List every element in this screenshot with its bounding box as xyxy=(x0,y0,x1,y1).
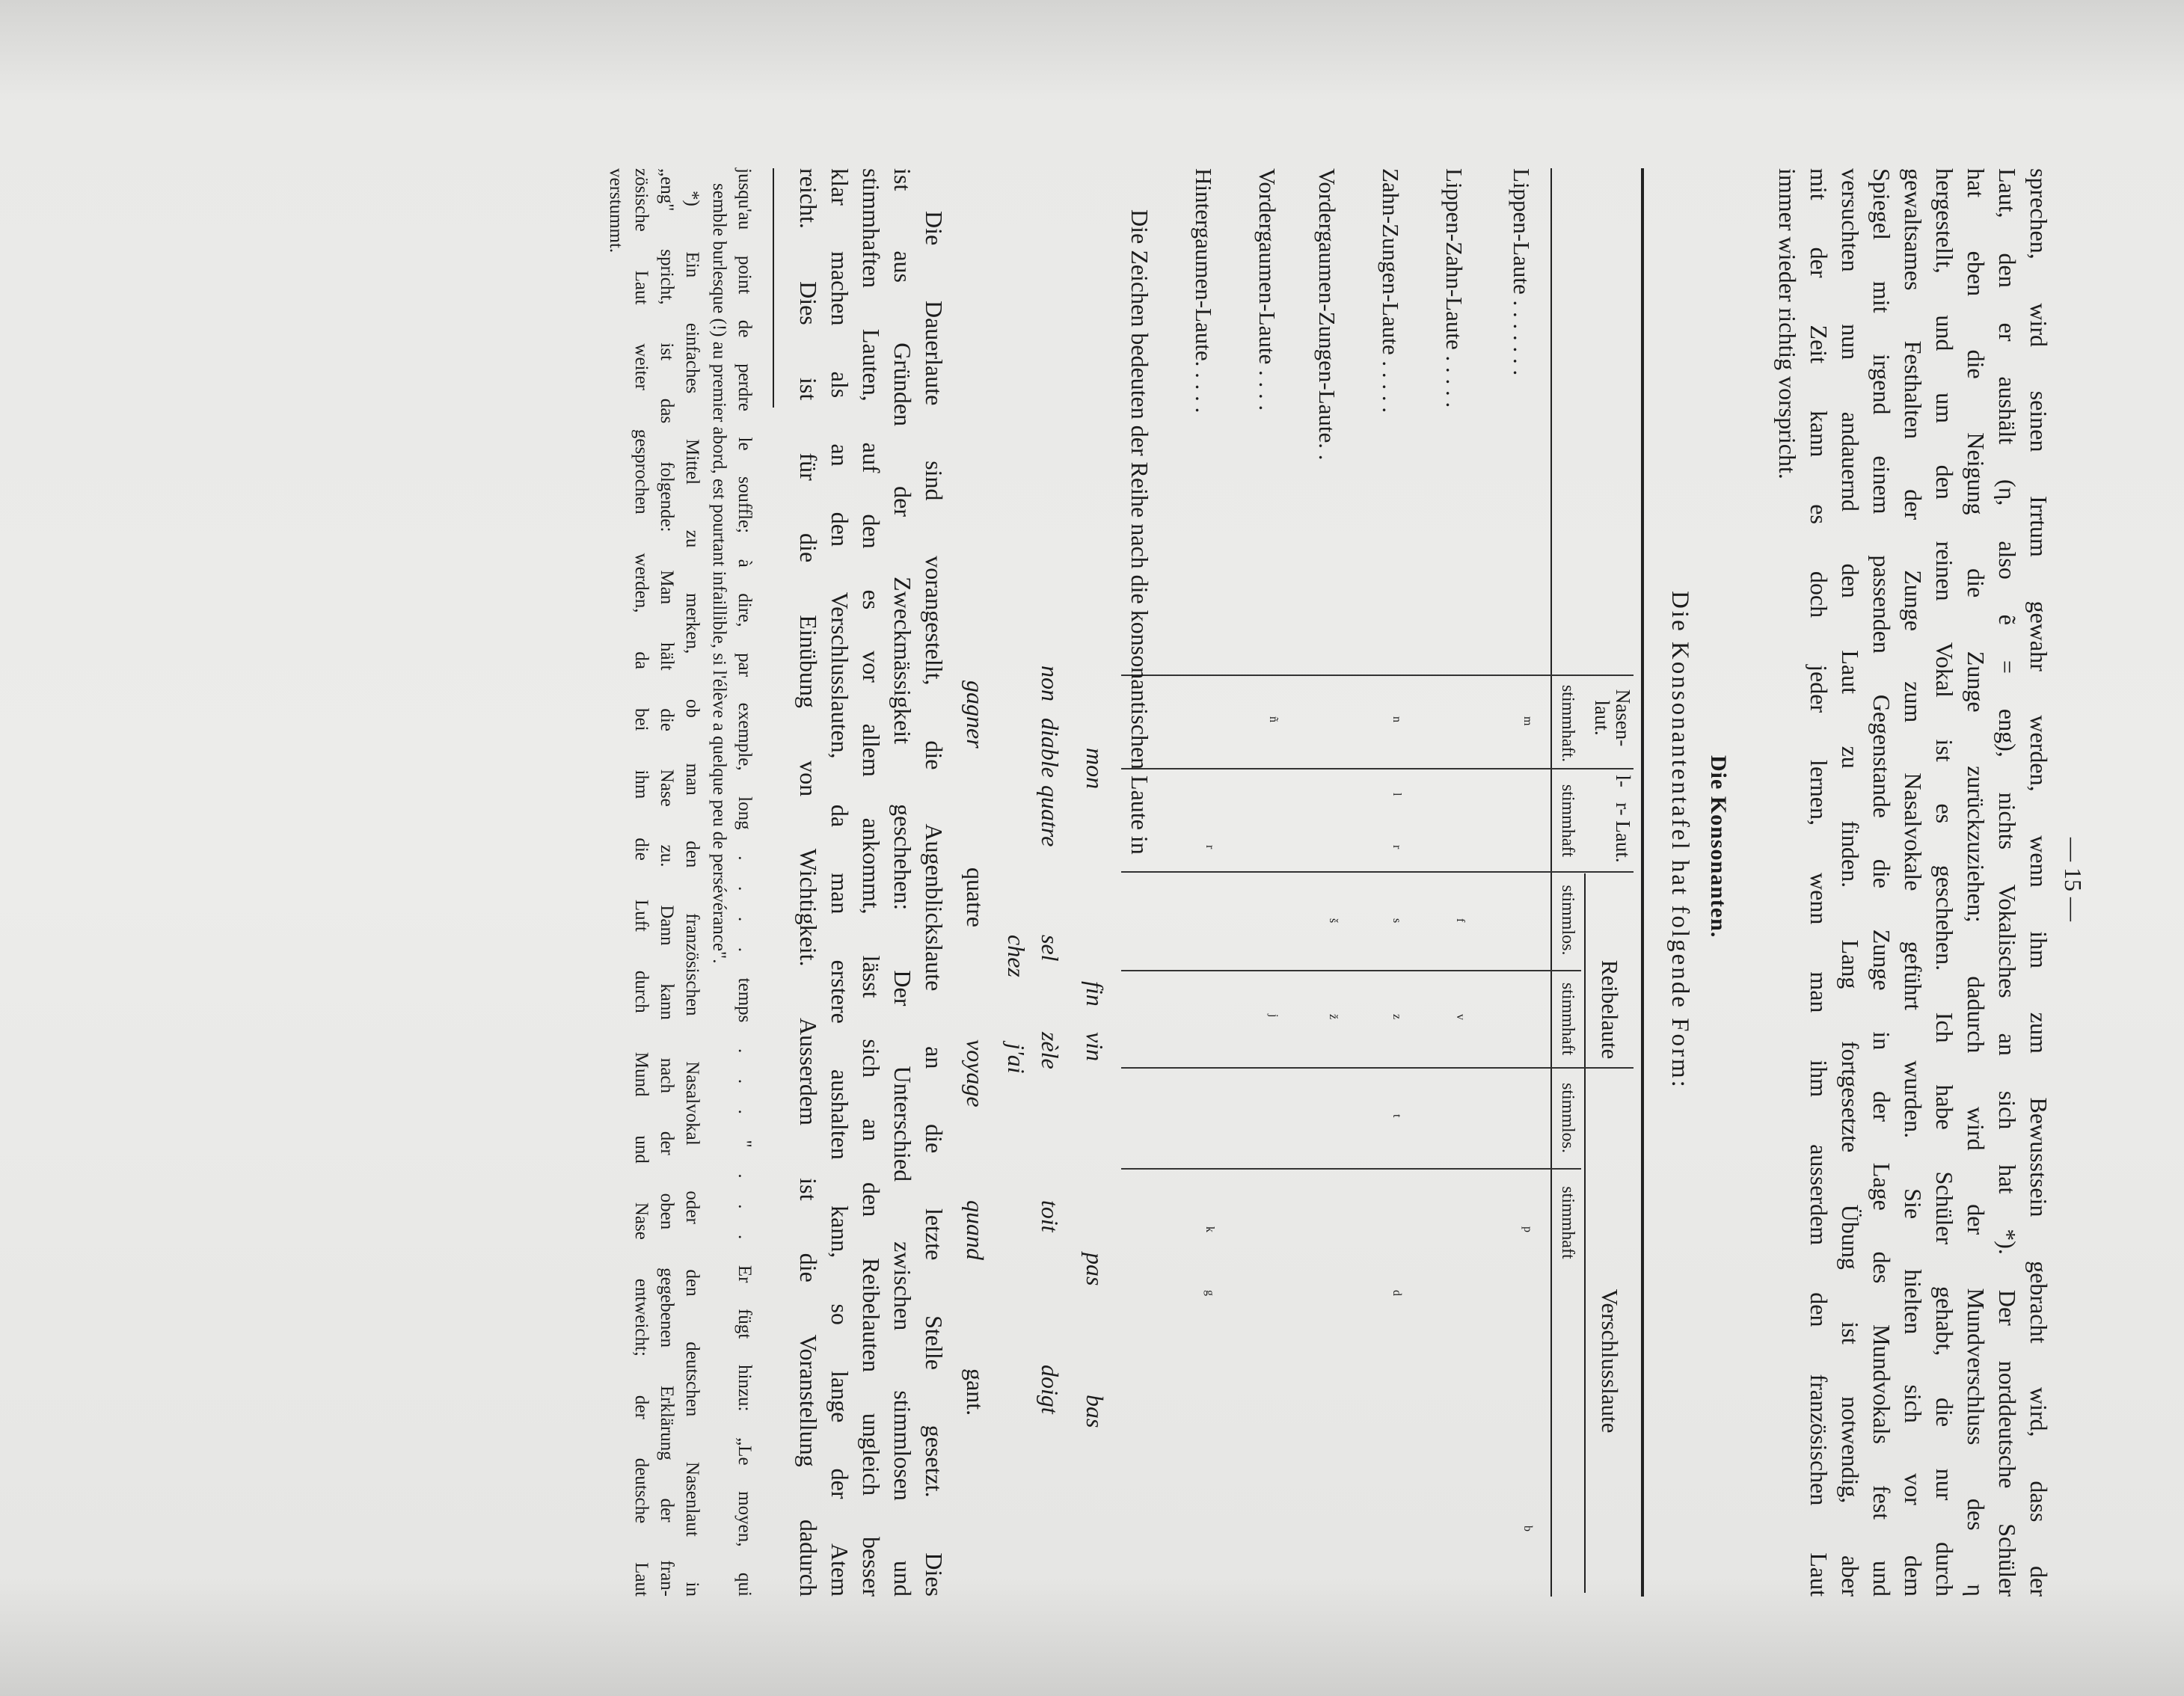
cell-reibe-stimmlos: f xyxy=(1454,918,1467,923)
cell-nasal: m xyxy=(1521,716,1534,726)
column-divider xyxy=(1121,1168,1581,1170)
example-word: quatre xyxy=(962,867,989,927)
example-word: fin xyxy=(1082,981,1108,1007)
row-label: Hintergaumen-Laute. . . . . xyxy=(1191,168,1217,414)
example-word: non xyxy=(1037,666,1064,701)
text-line: immer wieder richtig vorspricht. xyxy=(1774,168,1801,479)
sub-stimmlos: stimmlos. xyxy=(1558,1082,1577,1154)
row-label: Vordergaumen-Zungen-Laute. . xyxy=(1314,168,1340,461)
cell-verschluss-stimmhaft: d xyxy=(1390,1290,1403,1296)
table-caption: Die Konsonantentafel hat folgende Form: xyxy=(1666,591,1693,1090)
example-word: voyage xyxy=(962,1039,989,1107)
example-word: vin xyxy=(1082,1032,1108,1062)
cell-verschluss-stimmlos: t xyxy=(1390,1114,1403,1118)
footnote-line: verstummt. xyxy=(606,168,626,254)
header-subrule xyxy=(1584,873,1586,1593)
cell-verschluss-stimmhaft: b xyxy=(1521,1526,1534,1531)
cell-reibe-stimmhaft: v xyxy=(1454,1014,1467,1020)
header-verschlusslaute: Verschlusslaute xyxy=(1597,1288,1623,1434)
column-divider xyxy=(1121,768,1634,769)
text-line: sprechen, wird seinen Irrtum gewahr werden, wenn ihm zum Bewusstsein gebracht wird, dass der xyxy=(2025,168,2052,1597)
footnote-line: zösische Laut weiter gesprochen werden, da bei ihm die Luft durch Mund und Nase entweicht; der deutsche Laut xyxy=(631,168,651,1597)
cell-reibe-stimmlos: š xyxy=(1327,918,1340,924)
example-word: zèle xyxy=(1037,1032,1064,1069)
cell-reibe-stimmhaft: z xyxy=(1390,1014,1403,1020)
header-nasal: Nasen- laut. xyxy=(1590,689,1634,747)
header-l-r: l- r- Laut. xyxy=(1612,775,1634,863)
cell-reibe-stimmhaft: ž xyxy=(1327,1014,1340,1020)
text-line: gewaltsames Festhalten der Zunge zum Nasalvokale geführt wurden. Sie hielten sich vor dem xyxy=(1900,168,1927,1597)
cell-r: r xyxy=(1390,845,1403,849)
text-line: Spiegel mit irgend einem passenden Gegenstande die Zunge in der Lage des Mundvokals fest und xyxy=(1868,168,1895,1597)
example-word: quatre xyxy=(1037,785,1064,847)
cell-reibe-stimmhaft: j xyxy=(1267,1014,1280,1018)
text-line: hat eben die Neigung die Zunge zurückzuziehen; dadurch wird der Mundverschluss des η xyxy=(1963,168,1990,1597)
example-word: bas xyxy=(1082,1395,1108,1428)
text-line: Die Dauerlaute sind vorangestellt, die Augenblickslaute an die letzte Stelle gesetzt. Dies xyxy=(921,211,948,1597)
sub-stimmhaft: stimmhaft xyxy=(1558,982,1577,1056)
cell-verschluss-stimmlos: k xyxy=(1203,1226,1216,1232)
footnote-line: *) Ein einfaches Mittel zu merken, ob man den französischen Nasalvokal oder den deutschen Nasenlaut in xyxy=(682,191,702,1597)
text-line: versuchten nun andauernd den Laut zu finden. Lang fortgesetzte Übung ist notwendig, aber xyxy=(1837,168,1864,1597)
section-title: Die Konsonanten. xyxy=(1706,755,1731,938)
cell-r: r xyxy=(1203,845,1216,849)
example-word: pas xyxy=(1082,1253,1108,1286)
cell-reibe-stimmlos: s xyxy=(1390,918,1403,924)
example-word: sel xyxy=(1037,935,1064,962)
row-label: Lippen-Laute . . . . . . . xyxy=(1509,168,1535,376)
example-word: mon xyxy=(1082,748,1108,790)
row-label: Lippen-Zahn-Laute . . . . . xyxy=(1441,168,1467,408)
sub-stimmhaft: stimmhaft. xyxy=(1558,684,1577,763)
header-reibelaute: Reibelaute xyxy=(1597,959,1623,1060)
cell-nasal: ñ xyxy=(1267,716,1280,722)
example-word: gant. xyxy=(962,1368,989,1416)
text-line: mit der Zeit kann es doch jeder lernen, wenn man ihm ausserdem den französischen Laut xyxy=(1806,168,1832,1597)
sub-stimmhaft: stimmhaft xyxy=(1558,1186,1577,1259)
table-top-rule xyxy=(1641,168,1644,1597)
footnote-line: „eng" spricht, ist das folgende: Man hält die Nase zu. Dann kann nach der oben gegebenen Erklärung der fran- xyxy=(657,168,677,1597)
footnote-line: jusqu'au point de perdre le souffle; à dire, par exemple, long . . . . temps . . . " . . . Er fügt hinzu: „Le moyen, qui xyxy=(734,168,755,1597)
text-line: reicht. Dies ist für die Einübung von Wichtigkeit. Ausserdem ist die Voranstellung dadurch xyxy=(795,168,822,1597)
row-label: Zahn-Zungen-Laute . . . . . xyxy=(1378,168,1404,414)
example-word: diable xyxy=(1037,718,1064,778)
example-word: toit xyxy=(1037,1200,1064,1232)
text-line: ist aus Gründen der Zweckmässigkeit geschehen: Der Unterschied zwischen stimmlosen und xyxy=(889,168,916,1597)
footnote-line: semble burlesque (!) au premier abord, est pourtant infaillible, si l'élève a quelque peu de persévérance". xyxy=(709,183,729,964)
sub-stimmhaft: stimmhaft xyxy=(1558,784,1577,858)
column-divider xyxy=(1121,970,1581,971)
cell-l: l xyxy=(1390,793,1403,796)
text-line: Laut, den er aushält (η, also ẽ = eng), nichts Vokalisches an sich hat *). Der norddeutsche Schüler xyxy=(1994,168,2021,1597)
cell-nasal: n xyxy=(1390,716,1403,722)
cell-verschluss-stimmlos: p xyxy=(1521,1226,1534,1232)
example-word: gagner xyxy=(962,680,989,749)
header-bottom-rule xyxy=(1550,168,1552,1597)
column-divider xyxy=(1121,675,1634,676)
text-line: hergestellt, und um den reinen Vokal ist es geschehen. Ich habe Schüler gehabt, die nur durch xyxy=(1931,168,1958,1597)
text-line: stimmhaften Lauten, auf den es vor allem ankommt, lässt sich an den Reibelauten ungleich besser xyxy=(858,168,885,1597)
column-divider xyxy=(1121,871,1634,873)
text-line: klar machen als an den Verschlusslauten, da man erstere aushalten kann, so lange der Atem xyxy=(826,168,853,1597)
cell-verschluss-stimmhaft: g xyxy=(1203,1290,1216,1296)
row-label: Vordergaumen-Laute . . . . xyxy=(1254,168,1280,411)
example-word: quand xyxy=(962,1200,989,1260)
page-number: — 15 — xyxy=(2060,838,2087,921)
footnote-separator xyxy=(773,168,774,408)
example-word: chez xyxy=(1003,935,1030,977)
example-word: doigt xyxy=(1037,1365,1064,1414)
sub-stimmlos: stimmlos. xyxy=(1558,885,1577,956)
column-divider xyxy=(1121,1067,1634,1069)
reihe-line: Die Zeichen bedeuten der Reihe nach die konsonantischen Laute in xyxy=(1126,209,1153,855)
example-word: j'ai xyxy=(1003,1043,1030,1074)
